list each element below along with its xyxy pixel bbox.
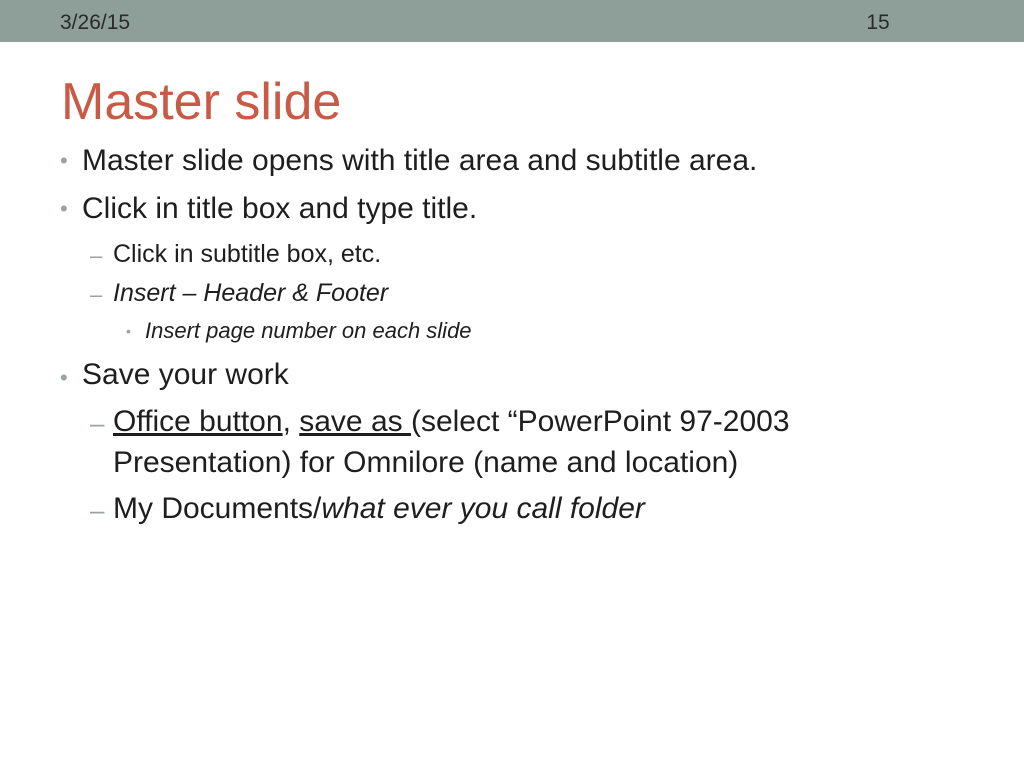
bullet-text: Click in title box and type title. [82, 192, 478, 225]
select-text: (select “PowerPoint 97-2003 [410, 405, 790, 438]
sub-bullet-text [113, 279, 388, 308]
sub-bullet-marker: – [90, 243, 103, 268]
third-bullet-marker: • [126, 323, 131, 339]
bullet-text: Save your work [82, 358, 289, 391]
sub-bullet-marker: – [90, 408, 105, 438]
sub-bullet-marker: – [90, 282, 103, 307]
slide-title[interactable]: Master slide [61, 73, 342, 131]
bullet-text: Master slide opens with title area and subtitle area. [82, 144, 758, 177]
sub-bullet-continuation: Presentation) for Omnilore (name and location) [113, 446, 739, 479]
sub-bullet-marker: – [90, 495, 105, 525]
sub-bullet-text [113, 405, 790, 439]
slide-number: 15 [866, 11, 890, 34]
insert-text: Insert [113, 279, 176, 307]
sub-bullet-text [113, 492, 645, 526]
header-footer-text: – Header & Footer [175, 279, 389, 307]
bullet-marker: • [60, 196, 68, 221]
office-button-link[interactable]: Office button [113, 405, 283, 438]
folder-name-text: what ever you call folder [321, 492, 645, 525]
separator-text: , [282, 405, 300, 438]
my-documents-text: My Documents/ [113, 492, 322, 525]
third-bullet-text: Insert page number on each slide [145, 318, 472, 343]
save-as-link[interactable]: save as [299, 405, 411, 438]
sub-bullet-text: Click in subtitle box, etc. [113, 240, 382, 268]
bullet-marker: • [60, 148, 68, 173]
bullet-marker: • [60, 365, 68, 390]
slide-date: 3/26/15 [60, 11, 131, 34]
